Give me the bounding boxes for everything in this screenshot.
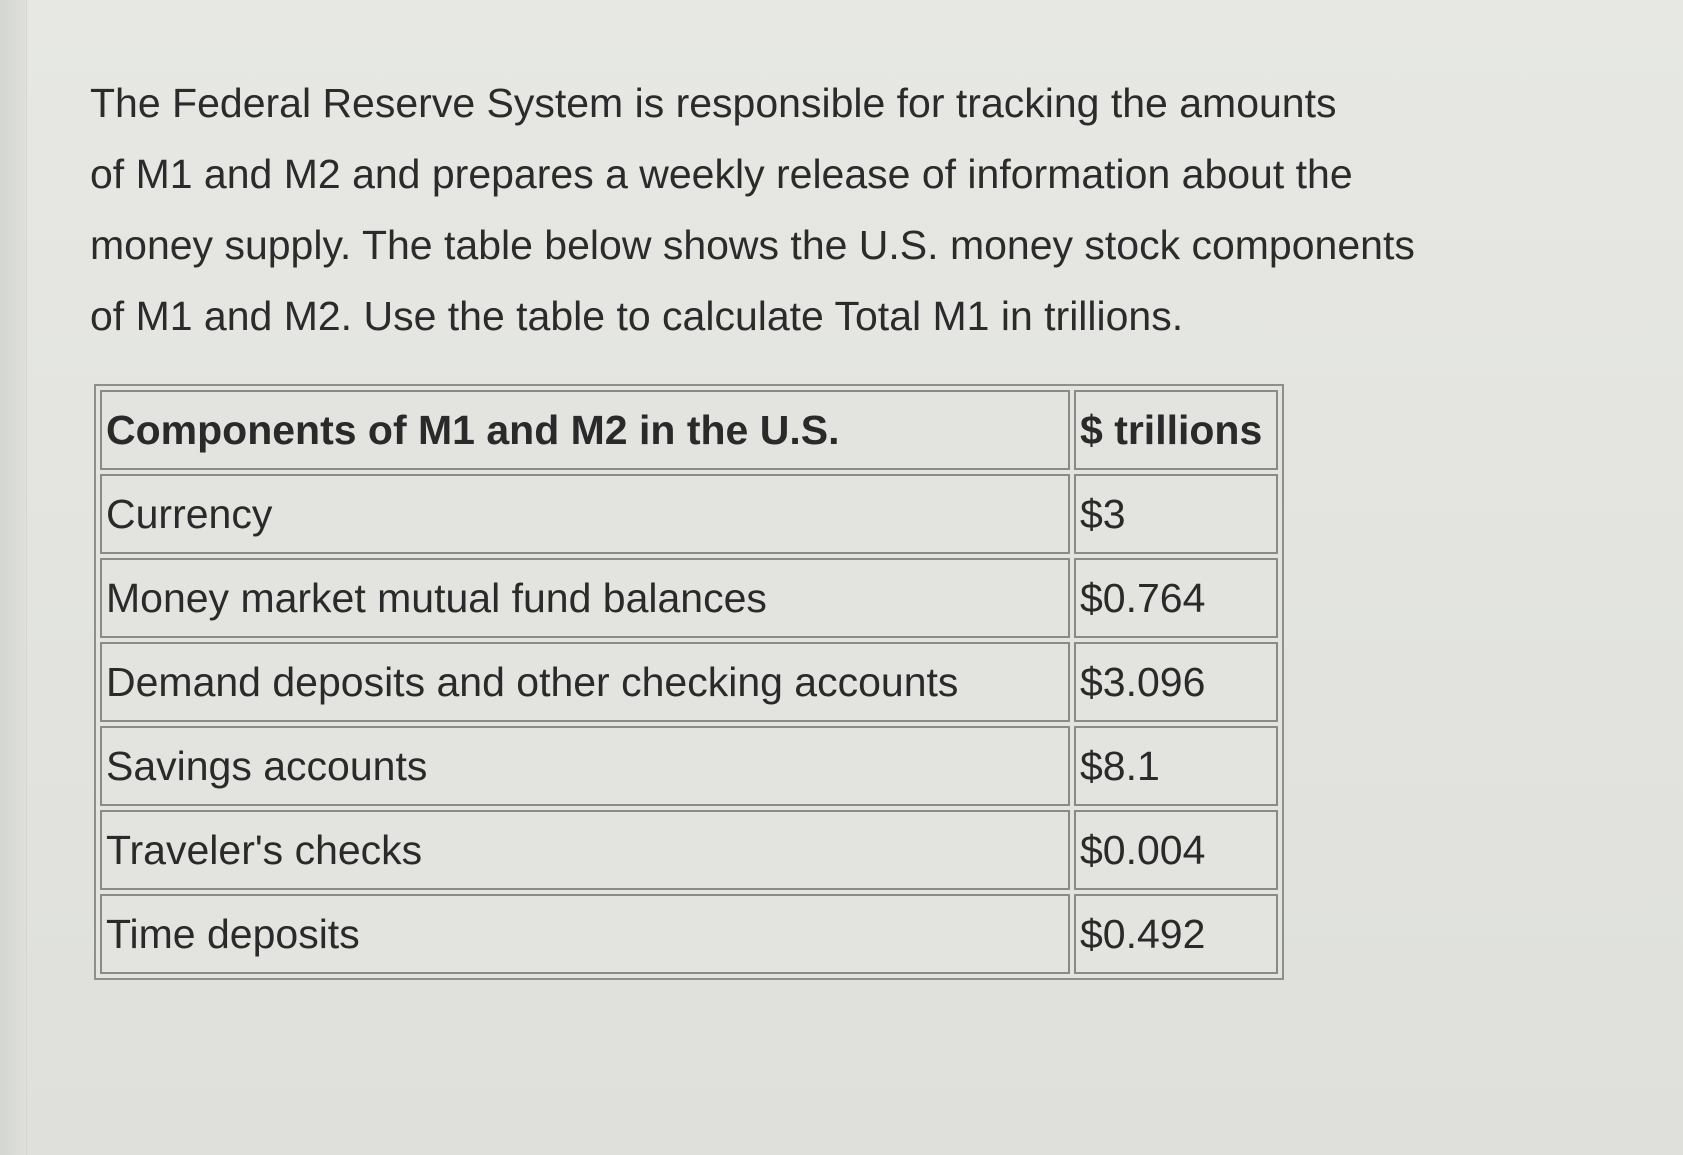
table-row	[100, 642, 1278, 722]
header-component: Components of M1 and M2 in the U.S.	[100, 390, 1070, 470]
left-margin-edge	[0, 0, 27, 1155]
amount-cell: $0.004	[1074, 810, 1278, 890]
table-row	[100, 894, 1278, 974]
money-components-table	[94, 384, 1284, 980]
table-row	[100, 810, 1278, 890]
component-cell: Time deposits	[100, 894, 1070, 974]
question-prompt	[90, 68, 1610, 352]
table-row	[100, 474, 1278, 554]
amount-cell: $3	[1074, 474, 1278, 554]
component-cell: Savings accounts	[100, 726, 1070, 806]
prompt-line: of M1 and M2. Use the table to calculate Total M1 in trillions.	[90, 293, 1184, 339]
amount-cell: $0.492	[1074, 894, 1278, 974]
table-row	[100, 726, 1278, 806]
amount-cell: $8.1	[1074, 726, 1278, 806]
prompt-line: of M1 and M2 and prepares a weekly release of information about the	[90, 151, 1353, 197]
table-row	[100, 558, 1278, 638]
prompt-line: money supply. The table below shows the U.S. money stock components	[90, 222, 1415, 268]
component-cell: Currency	[100, 474, 1070, 554]
amount-cell: $0.764	[1074, 558, 1278, 638]
component-cell: Money market mutual fund balances	[100, 558, 1070, 638]
header-amount: $ trillions	[1074, 390, 1278, 470]
prompt-line: The Federal Reserve System is responsible for tracking the amounts	[90, 80, 1337, 126]
component-cell: Traveler's checks	[100, 810, 1070, 890]
component-cell: Demand deposits and other checking accounts	[100, 642, 1070, 722]
table-header-row	[100, 390, 1278, 470]
amount-cell: $3.096	[1074, 642, 1278, 722]
